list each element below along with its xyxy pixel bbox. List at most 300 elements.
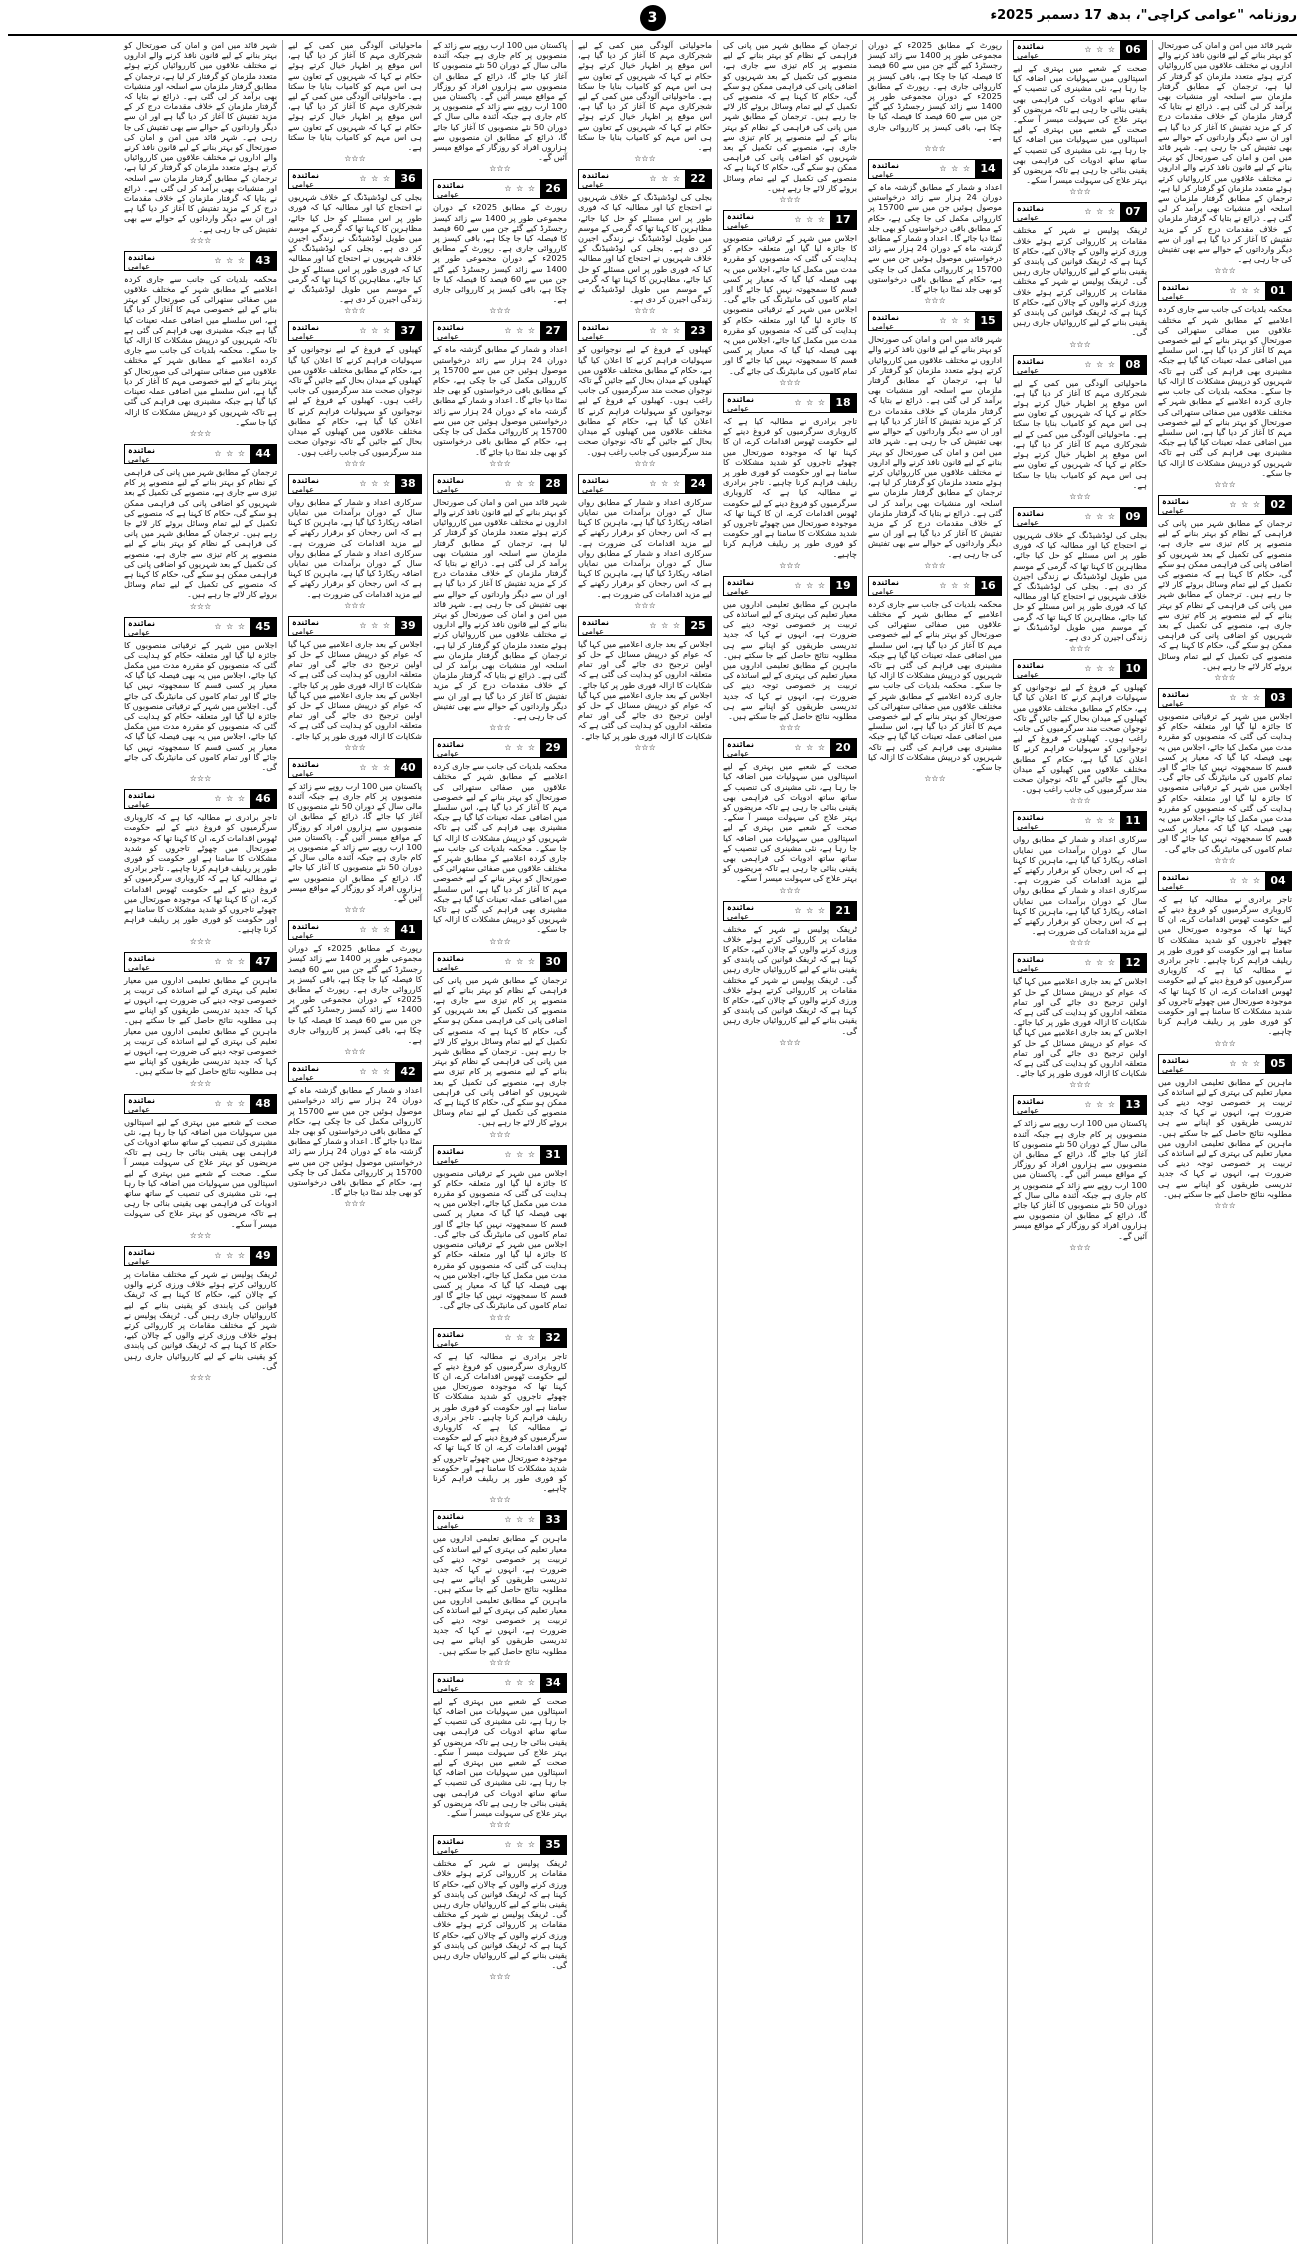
stars-icon: ☆ ☆ ☆ (649, 478, 681, 488)
story-byline: نمائندہ عوامی (1017, 813, 1044, 832)
story-separator: ☆☆☆ (1069, 491, 1091, 501)
story-body: ٹریفک پولیس نے شہر کے مختلف مقامات پر کارروائی کرتے ہوئے خلاف ورزی کرنے والوں کے چالان کیے، حکام کا کہنا ہے کہ ٹریفک قوانین کی پابندی کو یقینی بنانے کے لیے کارروائیاں جاری رہیں گی۔ ٹریفک پولیس نے شہر کے مختلف مقامات پر کارروائی کرتے ہوئے خلاف ورزی کرنے والوں کے چالان کیے، حکام کا کہنا ہے کہ ٹریفک قوانین کی پابندی کو یقینی بنانے کے لیے کارروائیاں جاری رہیں گی۔ (723, 923, 857, 1036)
stars-icon: ☆ ☆ ☆ (214, 621, 246, 631)
story-number-badge: 30 (540, 953, 566, 971)
story-number-badge: 16 (975, 577, 1001, 595)
news-story (124, 617, 277, 785)
stars-icon: ☆ ☆ ☆ (214, 956, 246, 966)
story-byline: نمائندہ عوامی (727, 740, 754, 759)
stars-icon: ☆ ☆ ☆ (649, 174, 681, 184)
story-header[interactable] (578, 169, 712, 189)
story-number-badge: 46 (250, 790, 276, 808)
story-body: پاکستان میں 100 ارب روپے سے زائد کے منصوبوں پر کام جاری ہے جبکہ آئندہ مالی سال کے دوران 50 نئے منصوبوں کا آغاز کیا جائے گا، ذرائع کے مطابق ان منصوبوں سے ہزاروں افراد کو روزگار کے مواقع میسر آئیں گے۔ پاکستان میں 100 ارب روپے سے زائد کے منصوبوں پر کام جاری ہے جبکہ آئندہ مالی سال کے دوران 50 نئے منصوبوں کا آغاز کیا جائے گا، ذرائع کے مطابق ان منصوبوں سے ہزاروں افراد کو روزگار کے مواقع میسر آئیں گے۔ (288, 780, 423, 903)
news-story (433, 1673, 567, 1830)
story-header[interactable] (1013, 40, 1147, 60)
story-separator: ☆☆☆ (779, 195, 801, 205)
story-separator: ☆☆☆ (489, 936, 511, 946)
story-byline: نمائندہ عوامی (1162, 1055, 1189, 1074)
story-number-badge: 31 (540, 1146, 566, 1164)
news-continuation (723, 40, 857, 205)
stars-icon: ☆ ☆ ☆ (504, 478, 536, 488)
story-number-badge: 07 (1120, 203, 1146, 221)
story-body: اجلاس کے بعد جاری اعلامیے میں کہا گیا کہ عوام کو درپیش مسائل کے حل کو اولین ترجیح دی جائے گی اور تمام متعلقہ اداروں کو ہدایت کی گئی ہے کہ شکایات کا ازالہ فوری طور پر کیا جائے۔ اجلاس کے بعد جاری اعلامیے میں کہا گیا کہ عوام کو درپیش مسائل کے حل کو اولین ترجیح دی جائے گی اور تمام متعلقہ اداروں کو ہدایت کی گئی ہے کہ شکایات کا ازالہ فوری طور پر کیا جائے۔ (578, 638, 712, 741)
story-body: رپورٹ کے مطابق 2025ء کے دوران مجموعی طور پر 1400 سے زائد کیسز رجسٹرڈ کیے گئے جن میں سے 60 فیصد کا فیصلہ کیا جا چکا ہے، باقی کیسز پر کارروائی جاری ہے۔ رپورٹ کے مطابق 2025ء کے دوران مجموعی طور پر 1400 سے زائد کیسز رجسٹرڈ کیے گئے جن میں سے 60 فیصد کا فیصلہ کیا جا چکا ہے، باقی کیسز پر کارروائی جاری ہے۔ (433, 202, 567, 305)
stars-icon: ☆ ☆ ☆ (1084, 958, 1116, 968)
story-number-badge: 09 (1120, 508, 1146, 526)
news-story (1158, 1054, 1292, 1211)
news-story (288, 321, 422, 468)
story-header[interactable] (124, 617, 277, 637)
story-separator: ☆☆☆ (924, 296, 946, 306)
news-column (717, 40, 862, 2244)
story-header[interactable] (124, 444, 277, 464)
stars-icon: ☆ ☆ ☆ (794, 905, 826, 915)
story-header[interactable] (578, 321, 712, 341)
story-body: محکمہ بلدیات کی جانب سے جاری کردہ اعلامیے کے مطابق شہر کے مختلف علاقوں میں صفائی ستھرائی کی صورتحال کو بہتر بنانے کے لیے خصوصی مہم کا آغاز کر دیا گیا ہے، اس سلسلے میں اضافی عملہ تعینات کیا گیا ہے جبکہ مشینری بھی فراہم کی گئی ہے تاکہ شہریوں کو درپیش مشکلات کا ازالہ کیا جا سکے۔ محکمہ بلدیات کی جانب سے جاری کردہ اعلامیے کے مطابق شہر کے مختلف علاقوں میں صفائی ستھرائی کی صورتحال کو بہتر بنانے کے لیے خصوصی مہم کا آغاز کر دیا گیا ہے، اس سلسلے میں اضافی عملہ تعینات کیا گیا ہے جبکہ مشینری بھی فراہم کی گئی ہے تاکہ شہریوں کو درپیش مشکلات کا ازالہ کیا جا سکے۔ (1158, 304, 1292, 478)
column-container (8, 40, 1297, 2244)
story-separator: ☆☆☆ (489, 1312, 511, 1322)
story-separator: ☆☆☆ (779, 885, 801, 895)
story-body: ماحولیاتی آلودگی میں کمی کے لیے شجرکاری مہم کا آغاز کر دیا گیا ہے، اس موقع پر اظہار خیال کرتے ہوئے حکام نے کہا کہ شہریوں کے تعاون سے ہی اس مہم کو کامیاب بنایا جا سکتا ہے۔ ماحولیاتی آلودگی میں کمی کے لیے شجرکاری مہم کا آغاز کر دیا گیا ہے، اس موقع پر اظہار خیال کرتے ہوئے حکام نے کہا کہ شہریوں کے تعاون سے ہی اس مہم کو کامیاب بنایا جا سکتا ہے۔ (288, 40, 422, 153)
story-byline: نمائندہ عوامی (872, 161, 899, 180)
news-column (862, 40, 1007, 2244)
story-body: ماہرین کے مطابق تعلیمی اداروں میں معیار تعلیم کی بہتری کے لیے اساتذہ کی تربیت پر خصوصی توجہ دینے کی ضرورت ہے، انہوں نے کہا کہ جدید تدریسی طریقوں کو اپنانے سے ہی مطلوبہ نتائج حاصل کیے جا سکتے ہیں۔ ماہرین کے مطابق تعلیمی اداروں میں معیار تعلیم کی بہتری کے لیے اساتذہ کی تربیت پر خصوصی توجہ دینے کی ضرورت ہے، انہوں نے کہا کہ جدید تدریسی طریقوں کو اپنانے سے ہی مطلوبہ نتائج حاصل کیے جا سکتے ہیں۔ (1158, 1076, 1292, 1199)
stars-icon: ☆ ☆ ☆ (359, 174, 391, 184)
story-header[interactable] (124, 1094, 277, 1114)
news-story (1158, 688, 1292, 866)
story-body: ترجمان کے مطابق شہر میں پانی کی فراہمی کے نظام کو بہتر بنانے کے لیے منصوبے پر کام تیزی سے جاری ہے، منصوبے کی تکمیل کے بعد شہریوں کو اضافی پانی کی فراہمی ممکن ہو سکے گی، حکام کا کہنا ہے کہ منصوبے کی تکمیل کے لیے تمام وسائل بروئے کار لائے جا رہے ہیں۔ ترجمان کے مطابق شہر میں پانی کی فراہمی کے نظام کو بہتر بنانے کے لیے منصوبے پر کام تیزی سے جاری ہے، منصوبے کی تکمیل کے بعد شہریوں کو اضافی پانی کی فراہمی ممکن ہو سکے گی، حکام کا کہنا ہے کہ منصوبے کی تکمیل کے لیے تمام وسائل بروئے کار لائے جا رہے ہیں۔ (723, 40, 857, 193)
news-story (868, 159, 1002, 306)
story-header[interactable] (1013, 1095, 1147, 1115)
news-story (578, 169, 712, 316)
news-continuation (868, 40, 1002, 154)
stars-icon: ☆ ☆ ☆ (214, 448, 246, 458)
story-header[interactable] (1013, 355, 1147, 375)
story-body: کھیلوں کے فروغ کے لیے نوجوانوں کو سہولیات فراہم کرنے کا اعلان کیا گیا ہے، حکام کے مطابق مختلف علاقوں میں کھیلوں کے میدان بحال کیے جائیں گے تاکہ نوجوان صحت مند سرگرمیوں کی جانب راغب ہوں۔ کھیلوں کے فروغ کے لیے نوجوانوں کو سہولیات فراہم کرنے کا اعلان کیا گیا ہے، حکام کے مطابق مختلف علاقوں میں کھیلوں کے میدان بحال کیے جائیں گے تاکہ نوجوان صحت مند سرگرمیوں کی جانب راغب ہوں۔ (1013, 682, 1147, 795)
story-number-badge: 15 (975, 312, 1001, 330)
news-story (433, 179, 567, 316)
story-body: تاجر برادری نے مطالبہ کیا ہے کہ کاروباری سرگرمیوں کو فروغ دینے کے لیے حکومت ٹھوس اقدامات کرے، ان کا کہنا تھا کہ موجودہ صورتحال میں چھوٹے تاجروں کو شدید مشکلات کا سامنا ہے اور حکومت کو فوری طور پر ریلیف فراہم کرنا چاہیے۔ تاجر برادری نے مطالبہ کیا ہے کہ کاروباری سرگرمیوں کو فروغ دینے کے لیے حکومت ٹھوس اقدامات کرے، ان کا کہنا تھا کہ موجودہ صورتحال میں چھوٹے تاجروں کو شدید مشکلات کا سامنا ہے اور حکومت کو فوری طور پر ریلیف فراہم کرنا چاہیے۔ (124, 812, 277, 935)
story-byline: نمائندہ عوامی (437, 1837, 464, 1856)
story-number-badge: 21 (830, 902, 856, 920)
news-story (1158, 281, 1292, 489)
story-number-badge: 29 (540, 739, 566, 757)
story-number-badge: 48 (250, 1095, 276, 1113)
news-story (288, 474, 422, 611)
story-number-badge: 35 (540, 1836, 566, 1854)
news-column (119, 40, 282, 2244)
story-header[interactable] (1013, 659, 1147, 679)
story-header[interactable] (433, 474, 567, 494)
story-body: ترجمان کے مطابق شہر میں پانی کی فراہمی کے نظام کو بہتر بنانے کے لیے منصوبے پر کام تیزی سے جاری ہے، منصوبے کی تکمیل کے بعد شہریوں کو اضافی پانی کی فراہمی ممکن ہو سکے گی، حکام کا کہنا ہے کہ منصوبے کی تکمیل کے لیے تمام وسائل بروئے کار لائے جا رہے ہیں۔ ترجمان کے مطابق شہر میں پانی کی فراہمی کے نظام کو بہتر بنانے کے لیے منصوبے پر کام تیزی سے جاری ہے، منصوبے کی تکمیل کے بعد شہریوں کو اضافی پانی کی فراہمی ممکن ہو سکے گی، حکام کا کہنا ہے کہ منصوبے کی تکمیل کے لیے تمام وسائل بروئے کار لائے جا رہے ہیں۔ (1158, 517, 1292, 671)
news-continuation (433, 40, 567, 174)
story-body: شہر قائد میں امن و امان کی صورتحال کو بہتر بنانے کے لیے قانون نافذ کرنے والے اداروں نے مختلف علاقوں میں کارروائیاں کرتے ہوئے متعدد ملزمان کو گرفتار کر لیا ہے، ترجمان کے مطابق گرفتار ملزمان سے اسلحہ اور منشیات بھی برآمد کر لی گئی ہے۔ ذرائع نے بتایا کہ گرفتار ملزمان کے خلاف مقدمات درج کر کے مزید تفتیش کا آغاز کر دیا گیا ہے اور ان سے دیگر وارداتوں کے حوالے سے بھی تفتیش کی جا رہی ہے۔ شہر قائد میں امن و امان کی صورتحال کو بہتر بنانے کے لیے قانون نافذ کرنے والے اداروں نے مختلف علاقوں میں کارروائیاں کرتے ہوئے متعدد ملزمان کو گرفتار کر لیا ہے، ترجمان کے مطابق گرفتار ملزمان سے اسلحہ اور منشیات بھی برآمد کر لی گئی ہے۔ ذرائع نے بتایا کہ گرفتار ملزمان کے خلاف مقدمات درج کر کے مزید تفتیش کا آغاز کر دیا گیا ہے اور ان سے دیگر وارداتوں کے حوالے سے بھی تفتیش کی جا رہی ہے۔ (1158, 40, 1292, 265)
stars-icon: ☆ ☆ ☆ (359, 762, 391, 772)
stars-icon: ☆ ☆ ☆ (504, 1149, 536, 1159)
story-body: اعداد و شمار کے مطابق گزشتہ ماہ کے دوران 24 ہزار سے زائد درخواستیں موصول ہوئیں جن میں سے 15700 پر کارروائی مکمل کی جا چکی ہے، حکام کے مطابق باقی درخواستوں کو بھی جلد نمٹا دیا جائے گا۔ اعداد و شمار کے مطابق گزشتہ ماہ کے دوران 24 ہزار سے زائد درخواستیں موصول ہوئیں جن میں سے 15700 پر کارروائی مکمل کی جا چکی ہے، حکام کے مطابق باقی درخواستوں کو بھی جلد نمٹا دیا جائے گا۔ (868, 182, 1002, 295)
story-body: پاکستان میں 100 ارب روپے سے زائد کے منصوبوں پر کام جاری ہے جبکہ آئندہ مالی سال کے دوران 50 نئے منصوبوں کا آغاز کیا جائے گا، ذرائع کے مطابق ان منصوبوں سے ہزاروں افراد کو روزگار کے مواقع میسر آئیں گے۔ پاکستان میں 100 ارب روپے سے زائد کے منصوبوں پر کام جاری ہے جبکہ آئندہ مالی سال کے دوران 50 نئے منصوبوں کا آغاز کیا جائے گا، ذرائع کے مطابق ان منصوبوں سے ہزاروں افراد کو روزگار کے مواقع میسر آئیں گے۔ (433, 40, 568, 163)
story-separator: ☆☆☆ (924, 560, 946, 570)
story-header[interactable] (1013, 202, 1147, 222)
story-number-badge: 39 (395, 617, 421, 635)
story-byline: نمائندہ عوامی (437, 1329, 464, 1348)
story-byline: نمائندہ عوامی (1017, 204, 1044, 223)
story-separator: ☆☆☆ (1214, 479, 1236, 489)
news-story (578, 474, 712, 611)
story-separator: ☆☆☆ (189, 774, 212, 784)
story-separator: ☆☆☆ (189, 936, 212, 946)
story-header[interactable] (433, 321, 567, 341)
story-number-badge: 37 (395, 322, 421, 340)
story-header[interactable] (288, 920, 422, 940)
story-byline: نمائندہ عوامی (128, 252, 155, 271)
stars-icon: ☆ ☆ ☆ (1084, 207, 1116, 217)
story-header[interactable] (288, 758, 422, 778)
story-byline: نمائندہ عوامی (1017, 42, 1044, 60)
story-body: اجلاس کے بعد جاری اعلامیے میں کہا گیا کہ عوام کو درپیش مسائل کے حل کو اولین ترجیح دی جائے گی اور تمام متعلقہ اداروں کو ہدایت کی گئی ہے کہ شکایات کا ازالہ فوری طور پر کیا جائے۔ اجلاس کے بعد جاری اعلامیے میں کہا گیا کہ عوام کو درپیش مسائل کے حل کو اولین ترجیح دی جائے گی اور تمام متعلقہ اداروں کو ہدایت کی گئی ہے کہ شکایات کا ازالہ فوری طور پر کیا جائے۔ (1013, 976, 1147, 1079)
story-body: کھیلوں کے فروغ کے لیے نوجوانوں کو سہولیات فراہم کرنے کا اعلان کیا گیا ہے، حکام کے مطابق مختلف علاقوں میں کھیلوں کے میدان بحال کیے جائیں گے تاکہ نوجوان صحت مند سرگرمیوں کی جانب راغب ہوں۔ کھیلوں کے فروغ کے لیے نوجوانوں کو سہولیات فراہم کرنے کا اعلان کیا گیا ہے، حکام کے مطابق مختلف علاقوں میں کھیلوں کے میدان بحال کیے جائیں گے تاکہ نوجوان صحت مند سرگرمیوں کی جانب راغب ہوں۔ (288, 344, 422, 457)
story-separator: ☆☆☆ (344, 742, 366, 752)
story-byline: نمائندہ عوامی (437, 323, 464, 342)
story-byline: نمائندہ عوامی (1017, 955, 1044, 974)
story-header[interactable] (868, 311, 1002, 331)
news-story (124, 1094, 277, 1241)
story-number-badge: 12 (1120, 954, 1146, 972)
story-separator: ☆☆☆ (1214, 266, 1236, 276)
story-header[interactable] (723, 576, 857, 596)
page-number-badge: 3 (640, 5, 666, 31)
story-separator: ☆☆☆ (489, 458, 511, 468)
story-number-badge: 23 (685, 322, 711, 340)
story-byline: نمائندہ عوامی (582, 323, 609, 342)
news-story (433, 738, 567, 946)
story-separator: ☆☆☆ (344, 458, 366, 468)
stars-icon: ☆ ☆ ☆ (1229, 1058, 1261, 1068)
story-separator: ☆☆☆ (779, 1037, 801, 1047)
stars-icon: ☆ ☆ ☆ (214, 1250, 246, 1260)
story-byline: نمائندہ عوامی (1162, 689, 1189, 708)
stars-icon: ☆ ☆ ☆ (1229, 692, 1261, 702)
story-header[interactable] (1013, 507, 1147, 527)
story-header[interactable] (868, 159, 1002, 179)
stars-icon: ☆ ☆ ☆ (504, 1677, 536, 1687)
story-byline: نمائندہ عوامی (727, 394, 754, 413)
story-byline: نمائندہ عوامی (1017, 1097, 1044, 1116)
news-story (433, 321, 567, 468)
story-byline: نمائندہ عوامی (1017, 356, 1044, 375)
news-story (723, 576, 857, 733)
story-byline: نمائندہ عوامی (128, 445, 155, 464)
story-separator: ☆☆☆ (189, 1078, 212, 1088)
stars-icon: ☆ ☆ ☆ (359, 925, 391, 935)
stars-icon: ☆ ☆ ☆ (1229, 286, 1261, 296)
stars-icon: ☆ ☆ ☆ (1084, 45, 1116, 54)
news-story (1158, 495, 1292, 683)
story-byline: نمائندہ عوامی (1162, 283, 1189, 302)
story-body: سرکاری اعداد و شمار کے مطابق رواں سال کے دوران برآمدات میں نمایاں اضافہ ریکارڈ کیا گیا ہے، ماہرین کا کہنا ہے کہ اس رجحان کو برقرار رکھنے کے لیے مزید اقدامات کی ضرورت ہے۔ سرکاری اعداد و شمار کے مطابق رواں سال کے دوران برآمدات میں نمایاں اضافہ ریکارڈ کیا گیا ہے، ماہرین کا کہنا ہے کہ اس رجحان کو برقرار رکھنے کے لیے مزید اقدامات کی ضرورت ہے۔ (288, 496, 422, 599)
stars-icon: ☆ ☆ ☆ (1229, 499, 1261, 509)
story-byline: نمائندہ عوامی (292, 617, 319, 636)
story-separator: ☆☆☆ (634, 154, 656, 164)
story-body: پاکستان میں 100 ارب روپے سے زائد کے منصوبوں پر کام جاری ہے جبکہ آئندہ مالی سال کے دوران 50 نئے منصوبوں کا آغاز کیا جائے گا، ذرائع کے مطابق ان منصوبوں سے ہزاروں افراد کو روزگار کے مواقع میسر آئیں گے۔ پاکستان میں 100 ارب روپے سے زائد کے منصوبوں پر کام جاری ہے جبکہ آئندہ مالی سال کے دوران 50 نئے منصوبوں کا آغاز کیا جائے گا، ذرائع کے مطابق ان منصوبوں سے ہزاروں افراد کو روزگار کے مواقع میسر آئیں گے۔ (1013, 1118, 1148, 1241)
story-body: ٹریفک پولیس نے شہر کے مختلف مقامات پر کارروائی کرتے ہوئے خلاف ورزی کرنے والوں کے چالان کیے، حکام کا کہنا ہے کہ ٹریفک قوانین کی پابندی کو یقینی بنانے کے لیے کارروائیاں جاری رہیں گی۔ ٹریفک پولیس نے شہر کے مختلف مقامات پر کارروائی کرتے ہوئے خلاف ورزی کرنے والوں کے چالان کیے، حکام کا کہنا ہے کہ ٹریفک قوانین کی پابندی کو یقینی بنانے کے لیے کارروائیاں جاری رہیں گی۔ (124, 1268, 277, 1371)
story-byline: نمائندہ عوامی (437, 181, 464, 200)
story-byline: نمائندہ عوامی (292, 922, 319, 941)
story-header[interactable] (578, 474, 712, 494)
news-story (433, 1145, 567, 1323)
story-separator: ☆☆☆ (189, 1372, 212, 1382)
news-story (433, 1835, 567, 1982)
story-byline: نمائندہ عوامی (437, 1146, 464, 1165)
story-separator: ☆☆☆ (1214, 1038, 1236, 1048)
story-separator: ☆☆☆ (344, 1199, 366, 1209)
story-header[interactable] (433, 1510, 567, 1530)
stars-icon: ☆ ☆ ☆ (939, 580, 971, 590)
stars-icon: ☆ ☆ ☆ (1084, 664, 1116, 674)
news-story (723, 738, 857, 895)
story-body: رپورٹ کے مطابق 2025ء کے دوران مجموعی طور پر 1400 سے زائد کیسز رجسٹرڈ کیے گئے جن میں سے 60 فیصد کا فیصلہ کیا جا چکا ہے، باقی کیسز پر کارروائی جاری ہے۔ رپورٹ کے مطابق 2025ء کے دوران مجموعی طور پر 1400 سے زائد کیسز رجسٹرڈ کیے گئے جن میں سے 60 فیصد کا فیصلہ کیا جا چکا ہے، باقی کیسز پر کارروائی جاری ہے۔ (288, 943, 422, 1046)
news-story (433, 1510, 567, 1667)
story-number-badge: 36 (395, 170, 421, 188)
story-body: ماہرین کے مطابق تعلیمی اداروں میں معیار تعلیم کی بہتری کے لیے اساتذہ کی تربیت پر خصوصی توجہ دینے کی ضرورت ہے، انہوں نے کہا کہ جدید تدریسی طریقوں کو اپنانے سے ہی مطلوبہ نتائج حاصل کیے جا سکتے ہیں۔ ماہرین کے مطابق تعلیمی اداروں میں معیار تعلیم کی بہتری کے لیے اساتذہ کی تربیت پر خصوصی توجہ دینے کی ضرورت ہے، انہوں نے کہا کہ جدید تدریسی طریقوں کو اپنانے سے ہی مطلوبہ نتائج حاصل کیے جا سکتے ہیں۔ (433, 1533, 567, 1656)
news-story (868, 576, 1002, 784)
story-body: ٹریفک پولیس نے شہر کے مختلف مقامات پر کارروائی کرتے ہوئے خلاف ورزی کرنے والوں کے چالان کیے، حکام کا کہنا ہے کہ ٹریفک قوانین کی پابندی کو یقینی بنانے کے لیے کارروائیاں جاری رہیں گی۔ ٹریفک پولیس نے شہر کے مختلف مقامات پر کارروائی کرتے ہوئے خلاف ورزی کرنے والوں کے چالان کیے، حکام کا کہنا ہے کہ ٹریفک قوانین کی پابندی کو یقینی بنانے کے لیے کارروائیاں جاری رہیں گی۔ (1013, 225, 1147, 338)
story-header[interactable] (433, 952, 567, 972)
story-byline: نمائندہ عوامی (128, 1247, 155, 1266)
story-body: بجلی کی لوڈشیڈنگ کے خلاف شہریوں نے احتجاج کیا اور مطالبہ کیا کہ فوری طور پر اس مسئلے کو حل کیا جائے، مظاہرین کا کہنا تھا کہ گرمی کے موسم میں طویل لوڈشیڈنگ نے زندگی اجیرن کر دی ہے۔ بجلی کی لوڈشیڈنگ کے خلاف شہریوں نے احتجاج کیا اور مطالبہ کیا کہ فوری طور پر اس مسئلے کو حل کیا جائے، مظاہرین کا کہنا تھا کہ گرمی کے موسم میں طویل لوڈشیڈنگ نے زندگی اجیرن کر دی ہے۔ (578, 192, 712, 305)
story-header[interactable] (433, 1328, 567, 1348)
stars-icon: ☆ ☆ ☆ (504, 743, 536, 753)
story-separator: ☆☆☆ (779, 377, 801, 387)
stars-icon: ☆ ☆ ☆ (1084, 1100, 1116, 1110)
news-continuation (288, 40, 422, 164)
story-header[interactable] (124, 251, 277, 271)
story-byline: نمائندہ عوامی (437, 1674, 464, 1693)
story-byline: نمائندہ عوامی (292, 171, 319, 190)
story-number-badge: 42 (395, 1063, 421, 1081)
story-byline: نمائندہ عوامی (292, 475, 319, 494)
news-story (433, 474, 567, 733)
news-story (578, 321, 712, 468)
story-byline: نمائندہ عوامی (128, 953, 155, 972)
story-body: اجلاس میں شہر کے ترقیاتی منصوبوں کا جائزہ لیا گیا اور متعلقہ حکام کو ہدایت کی گئی کہ منصوبوں کو مقررہ مدت میں مکمل کیا جائے، اجلاس میں یہ بھی فیصلہ کیا گیا کہ معیار پر کسی قسم کا سمجھوتہ نہیں کیا جائے گا اور تمام کاموں کی مانیٹرنگ کی جائے گی۔ اجلاس میں شہر کے ترقیاتی منصوبوں کا جائزہ لیا گیا اور متعلقہ حکام کو ہدایت کی گئی کہ منصوبوں کو مقررہ مدت میں مکمل کیا جائے، اجلاس میں یہ بھی فیصلہ کیا گیا کہ معیار پر کسی قسم کا سمجھوتہ نہیں کیا جائے گا اور تمام کاموں کی مانیٹرنگ کی جائے گی۔ (1158, 710, 1292, 854)
story-number-badge: 11 (1120, 812, 1146, 830)
story-header[interactable] (578, 616, 712, 636)
story-number-badge: 49 (250, 1247, 276, 1265)
news-story (124, 444, 277, 612)
story-number-badge: 05 (1265, 1055, 1291, 1073)
story-header[interactable] (1158, 281, 1292, 301)
story-header[interactable] (1158, 495, 1292, 515)
story-separator: ☆☆☆ (344, 905, 366, 915)
story-header[interactable] (433, 1835, 567, 1855)
story-header[interactable] (723, 901, 857, 921)
news-story (288, 920, 422, 1057)
story-number-badge: 10 (1120, 660, 1146, 678)
story-header[interactable] (288, 169, 422, 189)
news-story (723, 901, 857, 1048)
stars-icon: ☆ ☆ ☆ (794, 215, 826, 225)
story-separator: ☆☆☆ (344, 600, 366, 610)
story-separator: ☆☆☆ (1069, 1242, 1091, 1252)
story-number-badge: 40 (395, 759, 421, 777)
story-number-badge: 34 (540, 1674, 566, 1692)
story-byline: نمائندہ عوامی (1017, 508, 1044, 527)
story-body: ترجمان کے مطابق شہر میں پانی کی فراہمی کے نظام کو بہتر بنانے کے لیے منصوبے پر کام تیزی سے جاری ہے، منصوبے کی تکمیل کے بعد شہریوں کو اضافی پانی کی فراہمی ممکن ہو سکے گی، حکام کا کہنا ہے کہ منصوبے کی تکمیل کے لیے تمام وسائل بروئے کار لائے جا رہے ہیں۔ ترجمان کے مطابق شہر میں پانی کی فراہمی کے نظام کو بہتر بنانے کے لیے منصوبے پر کام تیزی سے جاری ہے، منصوبے کی تکمیل کے بعد شہریوں کو اضافی پانی کی فراہمی ممکن ہو سکے گی، حکام کا کہنا ہے کہ منصوبے کی تکمیل کے لیے تمام وسائل بروئے کار لائے جا رہے ہیں۔ (124, 466, 277, 600)
news-continuation (578, 40, 712, 164)
story-body: سرکاری اعداد و شمار کے مطابق رواں سال کے دوران برآمدات میں نمایاں اضافہ ریکارڈ کیا گیا ہے، ماہرین کا کہنا ہے کہ اس رجحان کو برقرار رکھنے کے لیے مزید اقدامات کی ضرورت ہے۔ سرکاری اعداد و شمار کے مطابق رواں سال کے دوران برآمدات میں نمایاں اضافہ ریکارڈ کیا گیا ہے، ماہرین کا کہنا ہے کہ اس رجحان کو برقرار رکھنے کے لیے مزید اقدامات کی ضرورت ہے۔ (578, 496, 712, 599)
story-body: تاجر برادری نے مطالبہ کیا ہے کہ کاروباری سرگرمیوں کو فروغ دینے کے لیے حکومت ٹھوس اقدامات کرے، ان کا کہنا تھا کہ موجودہ صورتحال میں چھوٹے تاجروں کو شدید مشکلات کا سامنا ہے اور حکومت کو فوری طور پر ریلیف فراہم کرنا چاہیے۔ تاجر برادری نے مطالبہ کیا ہے کہ کاروباری سرگرمیوں کو فروغ دینے کے لیے حکومت ٹھوس اقدامات کرے، ان کا کہنا تھا کہ موجودہ صورتحال میں چھوٹے تاجروں کو شدید مشکلات کا سامنا ہے اور حکومت کو فوری طور پر ریلیف فراہم کرنا چاہیے۔ (1158, 893, 1292, 1037)
story-body: بجلی کی لوڈشیڈنگ کے خلاف شہریوں نے احتجاج کیا اور مطالبہ کیا کہ فوری طور پر اس مسئلے کو حل کیا جائے، مظاہرین کا کہنا تھا کہ گرمی کے موسم میں طویل لوڈشیڈنگ نے زندگی اجیرن کر دی ہے۔ بجلی کی لوڈشیڈنگ کے خلاف شہریوں نے احتجاج کیا اور مطالبہ کیا کہ فوری طور پر اس مسئلے کو حل کیا جائے، مظاہرین کا کہنا تھا کہ گرمی کے موسم میں طویل لوڈشیڈنگ نے زندگی اجیرن کر دی ہے۔ (288, 192, 422, 305)
stars-icon: ☆ ☆ ☆ (649, 620, 681, 630)
story-byline: نمائندہ عوامی (437, 953, 464, 972)
stars-icon: ☆ ☆ ☆ (214, 1098, 246, 1108)
story-separator: ☆☆☆ (1069, 1080, 1091, 1090)
story-number-badge: 17 (830, 211, 856, 229)
news-story (1013, 202, 1147, 349)
story-header[interactable] (1158, 688, 1292, 708)
news-story (1013, 40, 1147, 197)
stars-icon: ☆ ☆ ☆ (794, 397, 826, 407)
story-header[interactable] (124, 1246, 277, 1266)
story-header[interactable] (1158, 1054, 1292, 1074)
story-number-badge: 02 (1265, 496, 1291, 514)
stars-icon: ☆ ☆ ☆ (504, 326, 536, 336)
stars-icon: ☆ ☆ ☆ (649, 326, 681, 336)
news-column (282, 40, 427, 2244)
dateline: روزنامہ "عوامی کراچی"، بدھ 17 دسمبر 2025ء (990, 8, 1297, 23)
story-body: محکمہ بلدیات کی جانب سے جاری کردہ اعلامیے کے مطابق شہر کے مختلف علاقوں میں صفائی ستھرائی کی صورتحال کو بہتر بنانے کے لیے خصوصی مہم کا آغاز کر دیا گیا ہے، اس سلسلے میں اضافی عملہ تعینات کیا گیا ہے جبکہ مشینری بھی فراہم کی گئی ہے تاکہ شہریوں کو درپیش مشکلات کا ازالہ کیا جا سکے۔ محکمہ بلدیات کی جانب سے جاری کردہ اعلامیے کے مطابق شہر کے مختلف علاقوں میں صفائی ستھرائی کی صورتحال کو بہتر بنانے کے لیے خصوصی مہم کا آغاز کر دیا گیا ہے، اس سلسلے میں اضافی عملہ تعینات کیا گیا ہے جبکہ مشینری بھی فراہم کی گئی ہے تاکہ شہریوں کو درپیش مشکلات کا ازالہ کیا جا سکے۔ (124, 273, 277, 427)
story-header[interactable] (288, 474, 422, 494)
story-separator: ☆☆☆ (1214, 1201, 1236, 1211)
story-separator: ☆☆☆ (1069, 938, 1091, 948)
story-body: صحت کے شعبے میں بہتری کے لیے اسپتالوں میں سہولیات میں اضافہ کیا جا رہا ہے، نئی مشینری کی تنصیب کے ساتھ ساتھ ادویات کی فراہمی بھی یقینی بنائی جا رہی ہے تاکہ مریضوں کو بہتر علاج کی سہولت میسر آ سکے۔ صحت کے شعبے میں بہتری کے لیے اسپتالوں میں سہولیات میں اضافہ کیا جا رہا ہے، نئی مشینری کی تنصیب کے ساتھ ساتھ ادویات کی فراہمی بھی یقینی بنائی جا رہی ہے تاکہ مریضوں کو بہتر علاج کی سہولت میسر آ سکے۔ (723, 761, 857, 884)
story-body: ماہرین کے مطابق تعلیمی اداروں میں معیار تعلیم کی بہتری کے لیے اساتذہ کی تربیت پر خصوصی توجہ دینے کی ضرورت ہے، انہوں نے کہا کہ جدید تدریسی طریقوں کو اپنانے سے ہی مطلوبہ نتائج حاصل کیے جا سکتے ہیں۔ ماہرین کے مطابق تعلیمی اداروں میں معیار تعلیم کی بہتری کے لیے اساتذہ کی تربیت پر خصوصی توجہ دینے کی ضرورت ہے، انہوں نے کہا کہ جدید تدریسی طریقوں کو اپنانے سے ہی مطلوبہ نتائج حاصل کیے جا سکتے ہیں۔ (723, 598, 857, 721)
story-header[interactable] (1158, 871, 1292, 891)
news-column (1152, 40, 1297, 2244)
story-header[interactable] (433, 1673, 567, 1693)
story-header[interactable] (433, 179, 567, 199)
news-continuation (1158, 40, 1292, 276)
masthead (8, 6, 1297, 36)
story-separator: ☆☆☆ (1214, 855, 1236, 865)
story-separator: ☆☆☆ (634, 600, 656, 610)
news-story (288, 758, 422, 915)
story-header[interactable] (1013, 953, 1147, 973)
story-separator: ☆☆☆ (1069, 644, 1091, 654)
story-byline: نمائندہ عوامی (727, 902, 754, 921)
stars-icon: ☆ ☆ ☆ (794, 580, 826, 590)
stars-icon: ☆ ☆ ☆ (504, 1515, 536, 1525)
story-byline: نمائندہ عوامی (582, 171, 609, 190)
story-header[interactable] (124, 952, 277, 972)
news-story (1013, 659, 1147, 806)
story-number-badge: 06 (1120, 41, 1146, 59)
story-byline: نمائندہ عوامی (292, 1064, 319, 1083)
story-body: شہر قائد میں امن و امان کی صورتحال کو بہتر بنانے کے لیے قانون نافذ کرنے والے اداروں نے مختلف علاقوں میں کارروائیاں کرتے ہوئے متعدد ملزمان کو گرفتار کر لیا ہے، ترجمان کے مطابق گرفتار ملزمان سے اسلحہ اور منشیات بھی برآمد کر لی گئی ہے۔ ذرائع نے بتایا کہ گرفتار ملزمان کے خلاف مقدمات درج کر کے مزید تفتیش کا آغاز کر دیا گیا ہے اور ان سے دیگر وارداتوں کے حوالے سے بھی تفتیش کی جا رہی ہے۔ شہر قائد میں امن و امان کی صورتحال کو بہتر بنانے کے لیے قانون نافذ کرنے والے اداروں نے مختلف علاقوں میں کارروائیاں کرتے ہوئے متعدد ملزمان کو گرفتار کر لیا ہے، ترجمان کے مطابق گرفتار ملزمان سے اسلحہ اور منشیات بھی برآمد کر لی گئی ہے۔ ذرائع نے بتایا کہ گرفتار ملزمان کے خلاف مقدمات درج کر کے مزید تفتیش کا آغاز کر دیا گیا ہے اور ان سے دیگر وارداتوں کے حوالے سے بھی تفتیش کی جا رہی ہے۔ (124, 40, 277, 234)
news-column (1007, 40, 1152, 2244)
story-byline: نمائندہ عوامی (437, 475, 464, 494)
story-byline: نمائندہ عوامی (292, 759, 319, 778)
story-separator: ☆☆☆ (924, 774, 946, 784)
stars-icon: ☆ ☆ ☆ (359, 1067, 391, 1077)
story-body: اجلاس میں شہر کے ترقیاتی منصوبوں کا جائزہ لیا گیا اور متعلقہ حکام کو ہدایت کی گئی کہ منصوبوں کو مقررہ مدت میں مکمل کیا جائے، اجلاس میں یہ بھی فیصلہ کیا گیا کہ معیار پر کسی قسم کا سمجھوتہ نہیں کیا جائے گا اور تمام کاموں کی مانیٹرنگ کی جائے گی۔ اجلاس میں شہر کے ترقیاتی منصوبوں کا جائزہ لیا گیا اور متعلقہ حکام کو ہدایت کی گئی کہ منصوبوں کو مقررہ مدت میں مکمل کیا جائے، اجلاس میں یہ بھی فیصلہ کیا گیا کہ معیار پر کسی قسم کا سمجھوتہ نہیں کیا جائے گا اور تمام کاموں کی مانیٹرنگ کی جائے گی۔ (433, 1167, 567, 1311)
story-separator: ☆☆☆ (189, 428, 212, 438)
news-continuation (124, 40, 277, 246)
story-body: شہر قائد میں امن و امان کی صورتحال کو بہتر بنانے کے لیے قانون نافذ کرنے والے اداروں نے مختلف علاقوں میں کارروائیاں کرتے ہوئے متعدد ملزمان کو گرفتار کر لیا ہے، ترجمان کے مطابق گرفتار ملزمان سے اسلحہ اور منشیات بھی برآمد کر لی گئی ہے۔ ذرائع نے بتایا کہ گرفتار ملزمان کے خلاف مقدمات درج کر کے مزید تفتیش کا آغاز کر دیا گیا ہے اور ان سے دیگر وارداتوں کے حوالے سے بھی تفتیش کی جا رہی ہے۔ شہر قائد میں امن و امان کی صورتحال کو بہتر بنانے کے لیے قانون نافذ کرنے والے اداروں نے مختلف علاقوں میں کارروائیاں کرتے ہوئے متعدد ملزمان کو گرفتار کر لیا ہے، ترجمان کے مطابق گرفتار ملزمان سے اسلحہ اور منشیات بھی برآمد کر لی گئی ہے۔ ذرائع نے بتایا کہ گرفتار ملزمان کے خلاف مقدمات درج کر کے مزید تفتیش کا آغاز کر دیا گیا ہے اور ان سے دیگر وارداتوں کے حوالے سے بھی تفتیش کی جا رہی ہے۔ (433, 496, 567, 721)
story-header[interactable] (1013, 811, 1147, 831)
story-number-badge: 13 (1120, 1096, 1146, 1114)
story-separator: ☆☆☆ (1069, 187, 1091, 197)
story-separator: ☆☆☆ (344, 154, 366, 164)
story-number-badge: 32 (540, 1329, 566, 1347)
story-number-badge: 03 (1265, 689, 1291, 707)
news-story (124, 952, 277, 1089)
story-body: تاجر برادری نے مطالبہ کیا ہے کہ کاروباری سرگرمیوں کو فروغ دینے کے لیے حکومت ٹھوس اقدامات کرے، ان کا کہنا تھا کہ موجودہ صورتحال میں چھوٹے تاجروں کو شدید مشکلات کا سامنا ہے اور حکومت کو فوری طور پر ریلیف فراہم کرنا چاہیے۔ تاجر برادری نے مطالبہ کیا ہے کہ کاروباری سرگرمیوں کو فروغ دینے کے لیے حکومت ٹھوس اقدامات کرے، ان کا کہنا تھا کہ موجودہ صورتحال میں چھوٹے تاجروں کو شدید مشکلات کا سامنا ہے اور حکومت کو فوری طور پر ریلیف فراہم کرنا چاہیے۔ (433, 1350, 567, 1494)
story-separator: ☆☆☆ (1069, 796, 1091, 806)
story-byline: نمائندہ عوامی (437, 740, 464, 759)
stars-icon: ☆ ☆ ☆ (1084, 816, 1116, 826)
story-body: شہر قائد میں امن و امان کی صورتحال کو بہتر بنانے کے لیے قانون نافذ کرنے والے اداروں نے مختلف علاقوں میں کارروائیاں کرتے ہوئے متعدد ملزمان کو گرفتار کر لیا ہے، ترجمان کے مطابق گرفتار ملزمان سے اسلحہ اور منشیات بھی برآمد کر لی گئی ہے۔ ذرائع نے بتایا کہ گرفتار ملزمان کے خلاف مقدمات درج کر کے مزید تفتیش کا آغاز کر دیا گیا ہے اور ان سے دیگر وارداتوں کے حوالے سے بھی تفتیش کی جا رہی ہے۔ شہر قائد میں امن و امان کی صورتحال کو بہتر بنانے کے لیے قانون نافذ کرنے والے اداروں نے مختلف علاقوں میں کارروائیاں کرتے ہوئے متعدد ملزمان کو گرفتار کر لیا ہے، ترجمان کے مطابق گرفتار ملزمان سے اسلحہ اور منشیات بھی برآمد کر لی گئی ہے۔ ذرائع نے بتایا کہ گرفتار ملزمان کے خلاف مقدمات درج کر کے مزید تفتیش کا آغاز کر دیا گیا ہے اور ان سے دیگر وارداتوں کے حوالے سے بھی تفتیش کی جا رہی ہے۔ (868, 334, 1002, 559)
story-number-badge: 20 (830, 739, 856, 757)
news-story (124, 251, 277, 439)
story-header[interactable] (723, 738, 857, 758)
stars-icon: ☆ ☆ ☆ (504, 184, 536, 194)
stars-icon: ☆ ☆ ☆ (1084, 511, 1116, 521)
story-byline: نمائندہ عوامی (437, 1512, 464, 1531)
story-header[interactable] (433, 1145, 567, 1165)
story-number-badge: 04 (1265, 872, 1291, 890)
story-byline: نمائندہ عوامی (1017, 661, 1044, 680)
story-number-badge: 38 (395, 475, 421, 493)
story-separator: ☆☆☆ (489, 306, 511, 316)
story-separator: ☆☆☆ (344, 306, 366, 316)
story-body: محکمہ بلدیات کی جانب سے جاری کردہ اعلامیے کے مطابق شہر کے مختلف علاقوں میں صفائی ستھرائی کی صورتحال کو بہتر بنانے کے لیے خصوصی مہم کا آغاز کر دیا گیا ہے، اس سلسلے میں اضافی عملہ تعینات کیا گیا ہے جبکہ مشینری بھی فراہم کی گئی ہے تاکہ شہریوں کو درپیش مشکلات کا ازالہ کیا جا سکے۔ محکمہ بلدیات کی جانب سے جاری کردہ اعلامیے کے مطابق شہر کے مختلف علاقوں میں صفائی ستھرائی کی صورتحال کو بہتر بنانے کے لیے خصوصی مہم کا آغاز کر دیا گیا ہے، اس سلسلے میں اضافی عملہ تعینات کیا گیا ہے جبکہ مشینری بھی فراہم کی گئی ہے تاکہ شہریوں کو درپیش مشکلات کا ازالہ کیا جا سکے۔ (868, 598, 1002, 772)
story-body: بجلی کی لوڈشیڈنگ کے خلاف شہریوں نے احتجاج کیا اور مطالبہ کیا کہ فوری طور پر اس مسئلے کو حل کیا جائے، مظاہرین کا کہنا تھا کہ گرمی کے موسم میں طویل لوڈشیڈنگ نے زندگی اجیرن کر دی ہے۔ بجلی کی لوڈشیڈنگ کے خلاف شہریوں نے احتجاج کیا اور مطالبہ کیا کہ فوری طور پر اس مسئلے کو حل کیا جائے، مظاہرین کا کہنا تھا کہ گرمی کے موسم میں طویل لوڈشیڈنگ نے زندگی اجیرن کر دی ہے۔ (1013, 529, 1147, 642)
story-separator: ☆☆☆ (344, 1047, 366, 1057)
story-byline: نمائندہ عوامی (128, 618, 155, 637)
stars-icon: ☆ ☆ ☆ (214, 255, 246, 265)
story-number-badge: 33 (540, 1511, 566, 1529)
story-header[interactable] (433, 738, 567, 758)
story-header[interactable] (723, 393, 857, 413)
story-separator: ☆☆☆ (779, 723, 801, 733)
story-header[interactable] (868, 576, 1002, 596)
story-header[interactable] (288, 1062, 422, 1082)
story-byline: نمائندہ عوامی (292, 323, 319, 342)
story-body: ماحولیاتی آلودگی میں کمی کے لیے شجرکاری مہم کا آغاز کر دیا گیا ہے، اس موقع پر اظہار خیال کرتے ہوئے حکام نے کہا کہ شہریوں کے تعاون سے ہی اس مہم کو کامیاب بنایا جا سکتا ہے۔ ماحولیاتی آلودگی میں کمی کے لیے شجرکاری مہم کا آغاز کر دیا گیا ہے، اس موقع پر اظہار خیال کرتے ہوئے حکام نے کہا کہ شہریوں کے تعاون سے ہی اس مہم کو کامیاب بنایا جا سکتا ہے۔ (578, 40, 712, 153)
stars-icon: ☆ ☆ ☆ (939, 316, 971, 326)
story-number-badge: 26 (540, 180, 566, 198)
story-header[interactable] (288, 321, 422, 341)
news-story (124, 789, 277, 946)
news-story (723, 393, 857, 571)
story-header[interactable] (723, 210, 857, 230)
story-separator: ☆☆☆ (489, 1657, 511, 1667)
story-body: صحت کے شعبے میں بہتری کے لیے اسپتالوں میں سہولیات میں اضافہ کیا جا رہا ہے، نئی مشینری کی تنصیب کے ساتھ ساتھ ادویات کی فراہمی بھی یقینی بنائی جا رہی ہے تاکہ مریضوں کو بہتر علاج کی سہولت میسر آ سکے۔ صحت کے شعبے میں بہتری کے لیے اسپتالوں میں سہولیات میں اضافہ کیا جا رہا ہے، نئی مشینری کی تنصیب کے ساتھ ساتھ ادویات کی فراہمی بھی یقینی بنائی جا رہی ہے تاکہ مریضوں کو بہتر علاج کی سہولت میسر آ سکے۔ (124, 1116, 277, 1229)
story-header[interactable] (124, 789, 277, 809)
story-number-badge: 41 (395, 921, 421, 939)
story-header[interactable] (288, 616, 422, 636)
story-number-badge: 08 (1120, 356, 1146, 374)
news-story (433, 1328, 567, 1506)
story-number-badge: 44 (250, 445, 276, 463)
news-story (288, 169, 422, 316)
news-story (1013, 953, 1147, 1090)
stars-icon: ☆ ☆ ☆ (359, 478, 391, 488)
story-body: ترجمان کے مطابق شہر میں پانی کی فراہمی کے نظام کو بہتر بنانے کے لیے منصوبے پر کام تیزی سے جاری ہے، منصوبے کی تکمیل کے بعد شہریوں کو اضافی پانی کی فراہمی ممکن ہو سکے گی، حکام کا کہنا ہے کہ منصوبے کی تکمیل کے لیے تمام وسائل بروئے کار لائے جا رہے ہیں۔ ترجمان کے مطابق شہر میں پانی کی فراہمی کے نظام کو بہتر بنانے کے لیے منصوبے پر کام تیزی سے جاری ہے، منصوبے کی تکمیل کے بعد شہریوں کو اضافی پانی کی فراہمی ممکن ہو سکے گی، حکام کا کہنا ہے کہ منصوبے کی تکمیل کے لیے تمام وسائل بروئے کار لائے جا رہے ہیں۔ (433, 974, 567, 1128)
story-body: سرکاری اعداد و شمار کے مطابق رواں سال کے دوران برآمدات میں نمایاں اضافہ ریکارڈ کیا گیا ہے، ماہرین کا کہنا ہے کہ اس رجحان کو برقرار رکھنے کے لیے مزید اقدامات کی ضرورت ہے۔ سرکاری اعداد و شمار کے مطابق رواں سال کے دوران برآمدات میں نمایاں اضافہ ریکارڈ کیا گیا ہے، ماہرین کا کہنا ہے کہ اس رجحان کو برقرار رکھنے کے لیے مزید اقدامات کی ضرورت ہے۔ (1013, 834, 1147, 937)
